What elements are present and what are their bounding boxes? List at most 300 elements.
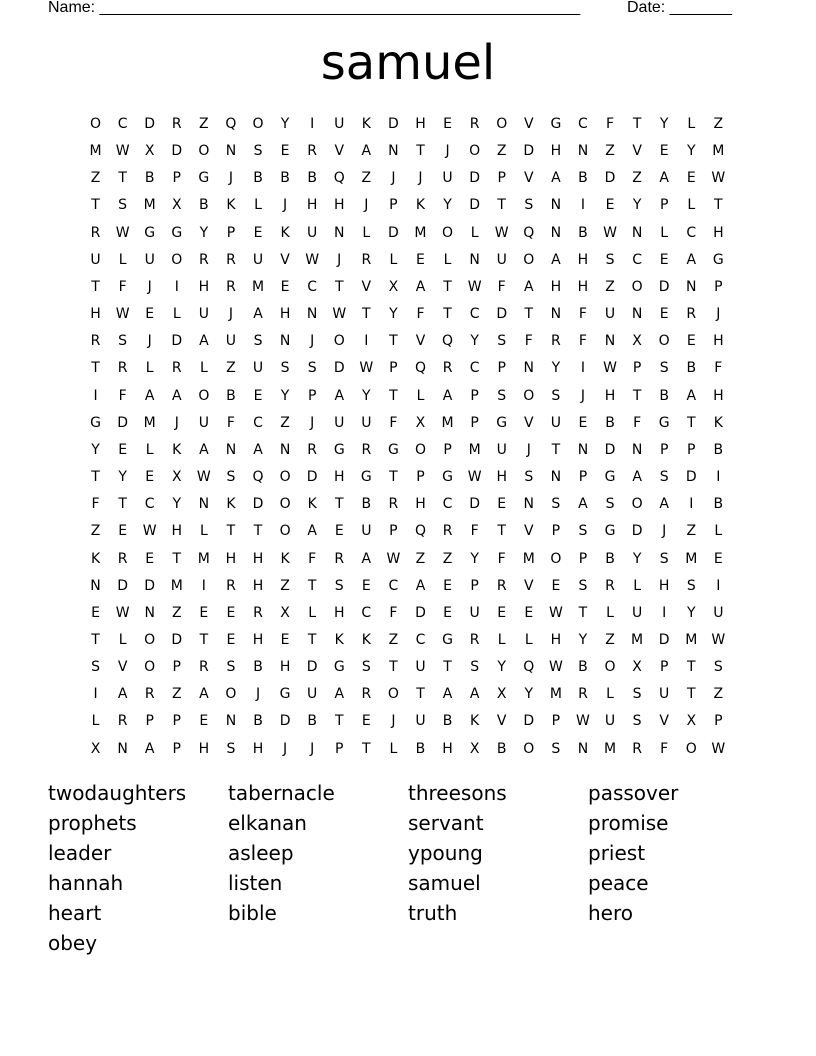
grid-letter: K (172, 441, 182, 458)
grid-letter: N (577, 143, 589, 160)
word-bank-item: prophets (48, 811, 137, 835)
grid-letter: U (415, 659, 426, 676)
grid-letter: D (252, 496, 264, 513)
grid-letter: Y (578, 631, 588, 648)
grid-letter: L (524, 631, 533, 648)
grid-letter: R (334, 550, 345, 567)
grid-letter: H (550, 143, 562, 160)
grid-letter: E (361, 713, 371, 730)
grid-letter: P (172, 740, 181, 757)
grid-letter: X (415, 414, 426, 431)
grid-letter: D (333, 360, 345, 377)
grid-letter: E (713, 550, 723, 567)
grid-letter: O (523, 251, 535, 268)
grid-letter: D (388, 224, 399, 241)
grid-letter: N (631, 224, 643, 241)
grid-letter: E (280, 143, 290, 160)
grid-letter: A (686, 387, 697, 404)
grid-letter: L (145, 360, 154, 377)
grid-letter: E (199, 604, 209, 621)
grid-letter: N (523, 360, 535, 377)
grid-row (82, 383, 732, 410)
grid-letter: F (578, 333, 587, 350)
grid-letter: P (497, 360, 506, 377)
grid-letter: H (713, 224, 724, 241)
grid-letter: V (415, 333, 426, 350)
grid-letter: B (442, 713, 453, 730)
grid-letter: N (631, 306, 643, 323)
grid-letter: R (388, 496, 399, 513)
grid-letter: L (362, 224, 371, 241)
grid-letter: B (253, 170, 263, 187)
grid-letter: D (144, 577, 156, 594)
grid-letter: M (468, 441, 481, 458)
grid-letter: S (551, 387, 561, 404)
grid-row (82, 654, 732, 681)
grid-letter: A (171, 387, 182, 404)
grid-letter: M (603, 740, 617, 757)
grid-letter: S (524, 469, 534, 486)
grid-letter: K (90, 550, 101, 567)
grid-letter: S (497, 333, 507, 350)
grid-letter: Y (91, 441, 100, 458)
grid-letter: F (308, 550, 317, 567)
grid-letter: Y (686, 604, 696, 621)
grid-letter: S (253, 333, 263, 350)
grid-letter: B (307, 170, 317, 187)
grid-letter: F (389, 414, 398, 431)
grid-letter: P (172, 170, 181, 187)
grid-letter: L (389, 740, 398, 757)
grid-letter: B (361, 496, 372, 513)
grid-letter: Q (442, 333, 454, 350)
grid-letter: J (310, 414, 315, 431)
word-bank (48, 778, 768, 958)
grid-letter: H (279, 306, 291, 323)
grid-letter: O (523, 740, 535, 757)
grid-letter: M (685, 550, 698, 567)
grid-letter: C (469, 360, 480, 377)
grid-letter: A (659, 170, 669, 187)
grid-letter: Y (551, 360, 561, 377)
grid-letter: E (145, 550, 155, 567)
grid-letter: I (174, 278, 179, 295)
grid-letter: N (198, 496, 210, 513)
grid-letter: S (686, 577, 696, 594)
grid-letter: N (550, 306, 562, 323)
grid-letter: W (576, 713, 590, 730)
grid-letter: R (361, 686, 372, 703)
grid-letter: N (550, 469, 562, 486)
word-bank-item: truth (408, 901, 458, 925)
grid-letter: J (147, 278, 152, 295)
grid-letter: Y (362, 387, 371, 404)
grid-letter: A (334, 387, 345, 404)
grid-letter: Q (523, 224, 535, 241)
grid-letter: S (524, 197, 534, 214)
grid-letter: Z (442, 550, 453, 567)
grid-letter: V (524, 523, 534, 540)
grid-letter: R (117, 550, 128, 567)
grid-letter: E (659, 143, 669, 160)
grid-letter: B (415, 740, 426, 757)
grid-letter: N (469, 251, 480, 268)
grid-letter: D (604, 170, 616, 187)
grid-letter: E (334, 523, 344, 540)
grid-letter: H (252, 740, 264, 757)
grid-letter: B (253, 659, 263, 676)
grid-letter: P (470, 387, 479, 404)
grid-row (82, 220, 732, 247)
grid-letter: Z (90, 523, 101, 540)
grid-letter: P (551, 523, 561, 540)
grid-letter: F (497, 278, 506, 295)
grid-letter: K (361, 116, 371, 132)
grid-letter: J (526, 441, 531, 458)
grid-letter: T (91, 278, 100, 295)
grid-letter: H (306, 197, 318, 214)
grid-letter: M (685, 631, 698, 648)
grid-letter: A (361, 143, 372, 160)
grid-letter: S (280, 360, 290, 377)
grid-letter: T (199, 631, 209, 648)
grid-letter: V (632, 143, 642, 160)
grid-letter: Z (713, 686, 724, 703)
grid-letter: T (578, 604, 588, 621)
grid-letter: D (306, 469, 318, 486)
grid-letter: P (307, 387, 317, 404)
grid-letter: S (551, 496, 561, 513)
grid-letter: Q (252, 469, 264, 486)
grid-letter: T (334, 713, 344, 730)
grid-letter: E (551, 577, 561, 594)
grid-letter: K (361, 631, 371, 648)
grid-letter: Z (415, 550, 426, 567)
grid-letter: K (470, 713, 480, 730)
grid-letter: N (144, 604, 155, 621)
grid-letter: T (307, 577, 317, 594)
grid-letter: Z (388, 631, 399, 648)
grid-letter: A (144, 740, 155, 757)
grid-letter: B (605, 550, 615, 567)
grid-letter: S (91, 659, 100, 676)
grid-letter: R (226, 577, 236, 594)
grid-letter: T (551, 441, 561, 458)
grid-letter: V (496, 713, 507, 730)
grid-letter: G (333, 659, 345, 676)
grid-letter: O (658, 333, 670, 350)
grid-letter: C (388, 577, 399, 594)
grid-letter: T (172, 550, 182, 567)
grid-letter: T (334, 278, 344, 295)
grid-letter: F (524, 333, 533, 350)
grid-letter: Z (632, 170, 642, 187)
grid-letter: T (416, 686, 425, 703)
grid-letter: T (91, 469, 100, 486)
grid-letter: P (578, 550, 588, 567)
grid-letter: S (632, 713, 642, 730)
grid-letter: V (524, 577, 534, 594)
grid-letter: J (337, 251, 342, 268)
word-bank-item: hero (588, 901, 633, 925)
grid-letter: U (198, 306, 209, 323)
grid-letter: X (90, 740, 101, 757)
grid-letter: J (391, 170, 396, 187)
grid-letter: E (578, 414, 588, 431)
date-field-label: Date: _______ (627, 0, 732, 16)
grid-letter: W (603, 224, 617, 241)
grid-letter: C (415, 631, 426, 648)
grid-letter: S (497, 387, 507, 404)
grid-letter: P (687, 441, 696, 458)
grid-letter: W (115, 306, 130, 323)
grid-row (82, 355, 732, 382)
grid-letter: P (632, 360, 642, 377)
grid-letter: F (91, 496, 100, 513)
grid-letter: M (143, 197, 156, 214)
grid-letter: K (280, 550, 290, 567)
grid-letter: B (713, 496, 724, 513)
grid-letter: R (686, 306, 697, 323)
grid-letter: A (361, 550, 372, 567)
grid-letter: J (310, 333, 315, 350)
grid-letter: F (578, 306, 587, 323)
grid-letter: B (199, 197, 209, 214)
word-bank-item: leader (48, 841, 112, 865)
grid-letter: H (225, 550, 237, 567)
grid-letter: H (713, 333, 724, 350)
grid-letter: U (225, 333, 237, 350)
grid-letter: T (253, 523, 263, 540)
grid-letter: H (252, 550, 264, 567)
grid-letter: E (145, 306, 155, 323)
grid-letter: L (443, 251, 452, 268)
grid-letter: A (415, 278, 426, 295)
grid-letter: M (170, 577, 183, 594)
grid-letter: J (228, 170, 233, 187)
grid-letter: O (550, 550, 562, 567)
grid-letter: G (144, 224, 156, 241)
grid-letter: H (333, 469, 345, 486)
grid-letter: S (334, 577, 344, 594)
grid-row (82, 518, 732, 545)
grid-letter: O (90, 116, 102, 132)
grid-letter: T (334, 496, 344, 513)
grid-letter: D (658, 278, 670, 295)
grid-row (82, 464, 732, 491)
grid-letter: T (389, 387, 398, 404)
grid-letter: U (90, 251, 101, 268)
grid-letter: M (549, 686, 562, 703)
grid-letter: H (252, 631, 264, 648)
grid-letter: E (605, 197, 615, 214)
grid-letter: U (469, 604, 480, 621)
grid-letter: F (226, 414, 235, 431)
grid-row (82, 627, 732, 654)
grid-letter: D (496, 306, 508, 323)
grid-letter: S (118, 197, 128, 214)
grid-letter: S (659, 469, 669, 486)
grid-letter: W (115, 224, 130, 241)
grid-letter: T (497, 197, 506, 214)
grid-letter: H (252, 577, 264, 594)
grid-letter: O (496, 116, 508, 132)
grid-letter: U (307, 686, 318, 703)
grid-letter: E (226, 604, 236, 621)
grid-letter: J (228, 306, 233, 323)
grid-letter: A (415, 577, 426, 594)
grid-letter: B (713, 441, 724, 458)
grid-letter: Z (605, 278, 615, 295)
grid-letter: O (252, 116, 264, 132)
grid-letter: L (389, 251, 398, 268)
grid-letter: G (279, 686, 291, 703)
grid-row (82, 491, 732, 518)
grid-letter: Y (118, 469, 127, 486)
grid-letter: R (551, 333, 561, 350)
grid-letter: H (333, 604, 345, 621)
grid-letter: T (632, 116, 642, 132)
grid-letter: B (226, 387, 236, 404)
grid-letter: R (632, 740, 642, 757)
grid-letter: S (605, 251, 615, 268)
grid-letter: N (306, 306, 318, 323)
grid-letter: U (307, 224, 318, 241)
grid-letter: H (171, 523, 183, 540)
grid-letter: N (117, 740, 128, 757)
grid-letter: S (470, 659, 480, 676)
grid-letter: Z (280, 577, 290, 594)
grid-letter: U (550, 414, 561, 431)
grid-letter: A (199, 333, 209, 350)
grid-letter: U (631, 604, 643, 621)
word-bank-item: twodaughters (48, 781, 187, 805)
grid-letter: G (604, 523, 616, 540)
grid-row (82, 600, 732, 627)
grid-letter: U (334, 116, 345, 132)
grid-letter: P (714, 713, 723, 730)
grid-letter: M (197, 550, 210, 567)
grid-letter: A (551, 170, 561, 187)
grid-letter: M (251, 278, 265, 295)
grid-letter: D (306, 659, 318, 676)
grid-letter: W (142, 523, 157, 540)
grid-letter: Q (414, 523, 426, 540)
grid-letter: D (469, 496, 481, 513)
word-bank-item: asleep (228, 841, 294, 865)
grid-letter: R (144, 686, 155, 703)
grid-letter: J (391, 713, 396, 730)
grid-letter: Y (443, 197, 452, 214)
grid-letter: O (198, 143, 210, 160)
grid-letter: E (524, 604, 534, 621)
grid-letter: P (551, 713, 561, 730)
grid-letter: J (445, 143, 450, 160)
grid-letter: R (198, 251, 209, 268)
grid-letter: I (580, 360, 586, 377)
grid-letter: J (283, 197, 288, 214)
grid-letter: A (524, 278, 534, 295)
grid-letter: R (253, 604, 263, 621)
grid-letter: A (659, 496, 669, 513)
grid-letter: C (253, 414, 263, 431)
word-search-grid (82, 111, 732, 761)
word-bank-item: obey (48, 931, 98, 955)
grid-letter: K (713, 414, 723, 431)
grid-letter: L (606, 686, 614, 703)
grid-letter: G (90, 414, 101, 431)
word-bank-item: servant (408, 811, 484, 835)
grid-letter: P (470, 414, 479, 431)
grid-letter: H (658, 577, 670, 594)
grid-letter: L (470, 224, 479, 241)
grid-letter: O (279, 523, 291, 540)
grid-letter: V (524, 170, 534, 187)
grid-letter: X (171, 469, 182, 486)
grid-letter: U (415, 713, 426, 730)
grid-letter: D (604, 441, 616, 458)
grid-letter: D (631, 523, 643, 540)
grid-letter: H (442, 740, 453, 757)
grid-letter: C (469, 306, 480, 323)
grid-letter: U (198, 414, 209, 431)
grid-letter: T (389, 469, 398, 486)
grid-letter: P (335, 740, 344, 757)
name-field-label: Name: ______________________________________________________ (48, 0, 581, 16)
word-bank-item: elkanan (228, 811, 307, 835)
grid-letter: O (171, 251, 183, 268)
grid-letter: A (144, 387, 155, 404)
grid-letter: S (659, 360, 669, 377)
grid-letter: X (496, 686, 507, 703)
grid-letter: O (442, 224, 454, 241)
grid-letter: E (199, 713, 209, 730)
grid-letter: J (255, 686, 261, 703)
grid-letter: E (443, 116, 452, 132)
grid-row (82, 736, 732, 763)
grid-letter: P (659, 441, 669, 458)
grid-letter: M (522, 550, 535, 567)
grid-letter: D (171, 333, 183, 350)
grid-letter: T (307, 631, 317, 648)
grid-letter: Z (686, 523, 697, 540)
grid-letter: Y (470, 333, 479, 350)
grid-letter: E (253, 387, 263, 404)
grid-letter: C (307, 278, 318, 295)
grid-letter: S (659, 550, 669, 567)
grid-letter: M (414, 224, 427, 241)
grid-letter: X (144, 143, 155, 160)
grid-letter: O (631, 278, 643, 295)
grid-letter: D (523, 713, 535, 730)
grid-letter: V (280, 251, 290, 268)
grid-letter: H (415, 496, 426, 513)
grid-letter: T (91, 631, 100, 648)
grid-letter: W (711, 170, 726, 187)
grid-letter: F (470, 523, 479, 540)
grid-letter: F (118, 387, 127, 404)
grid-letter: N (577, 740, 589, 757)
grid-row (82, 708, 732, 735)
word-bank-item: peace (588, 871, 649, 895)
grid-letter: B (578, 224, 588, 241)
grid-letter: E (253, 224, 263, 241)
grid-letter: H (279, 659, 291, 676)
grid-letter: T (443, 659, 452, 676)
grid-letter: K (415, 197, 426, 214)
grid-letter: F (416, 306, 425, 323)
grid-letter: N (550, 224, 562, 241)
